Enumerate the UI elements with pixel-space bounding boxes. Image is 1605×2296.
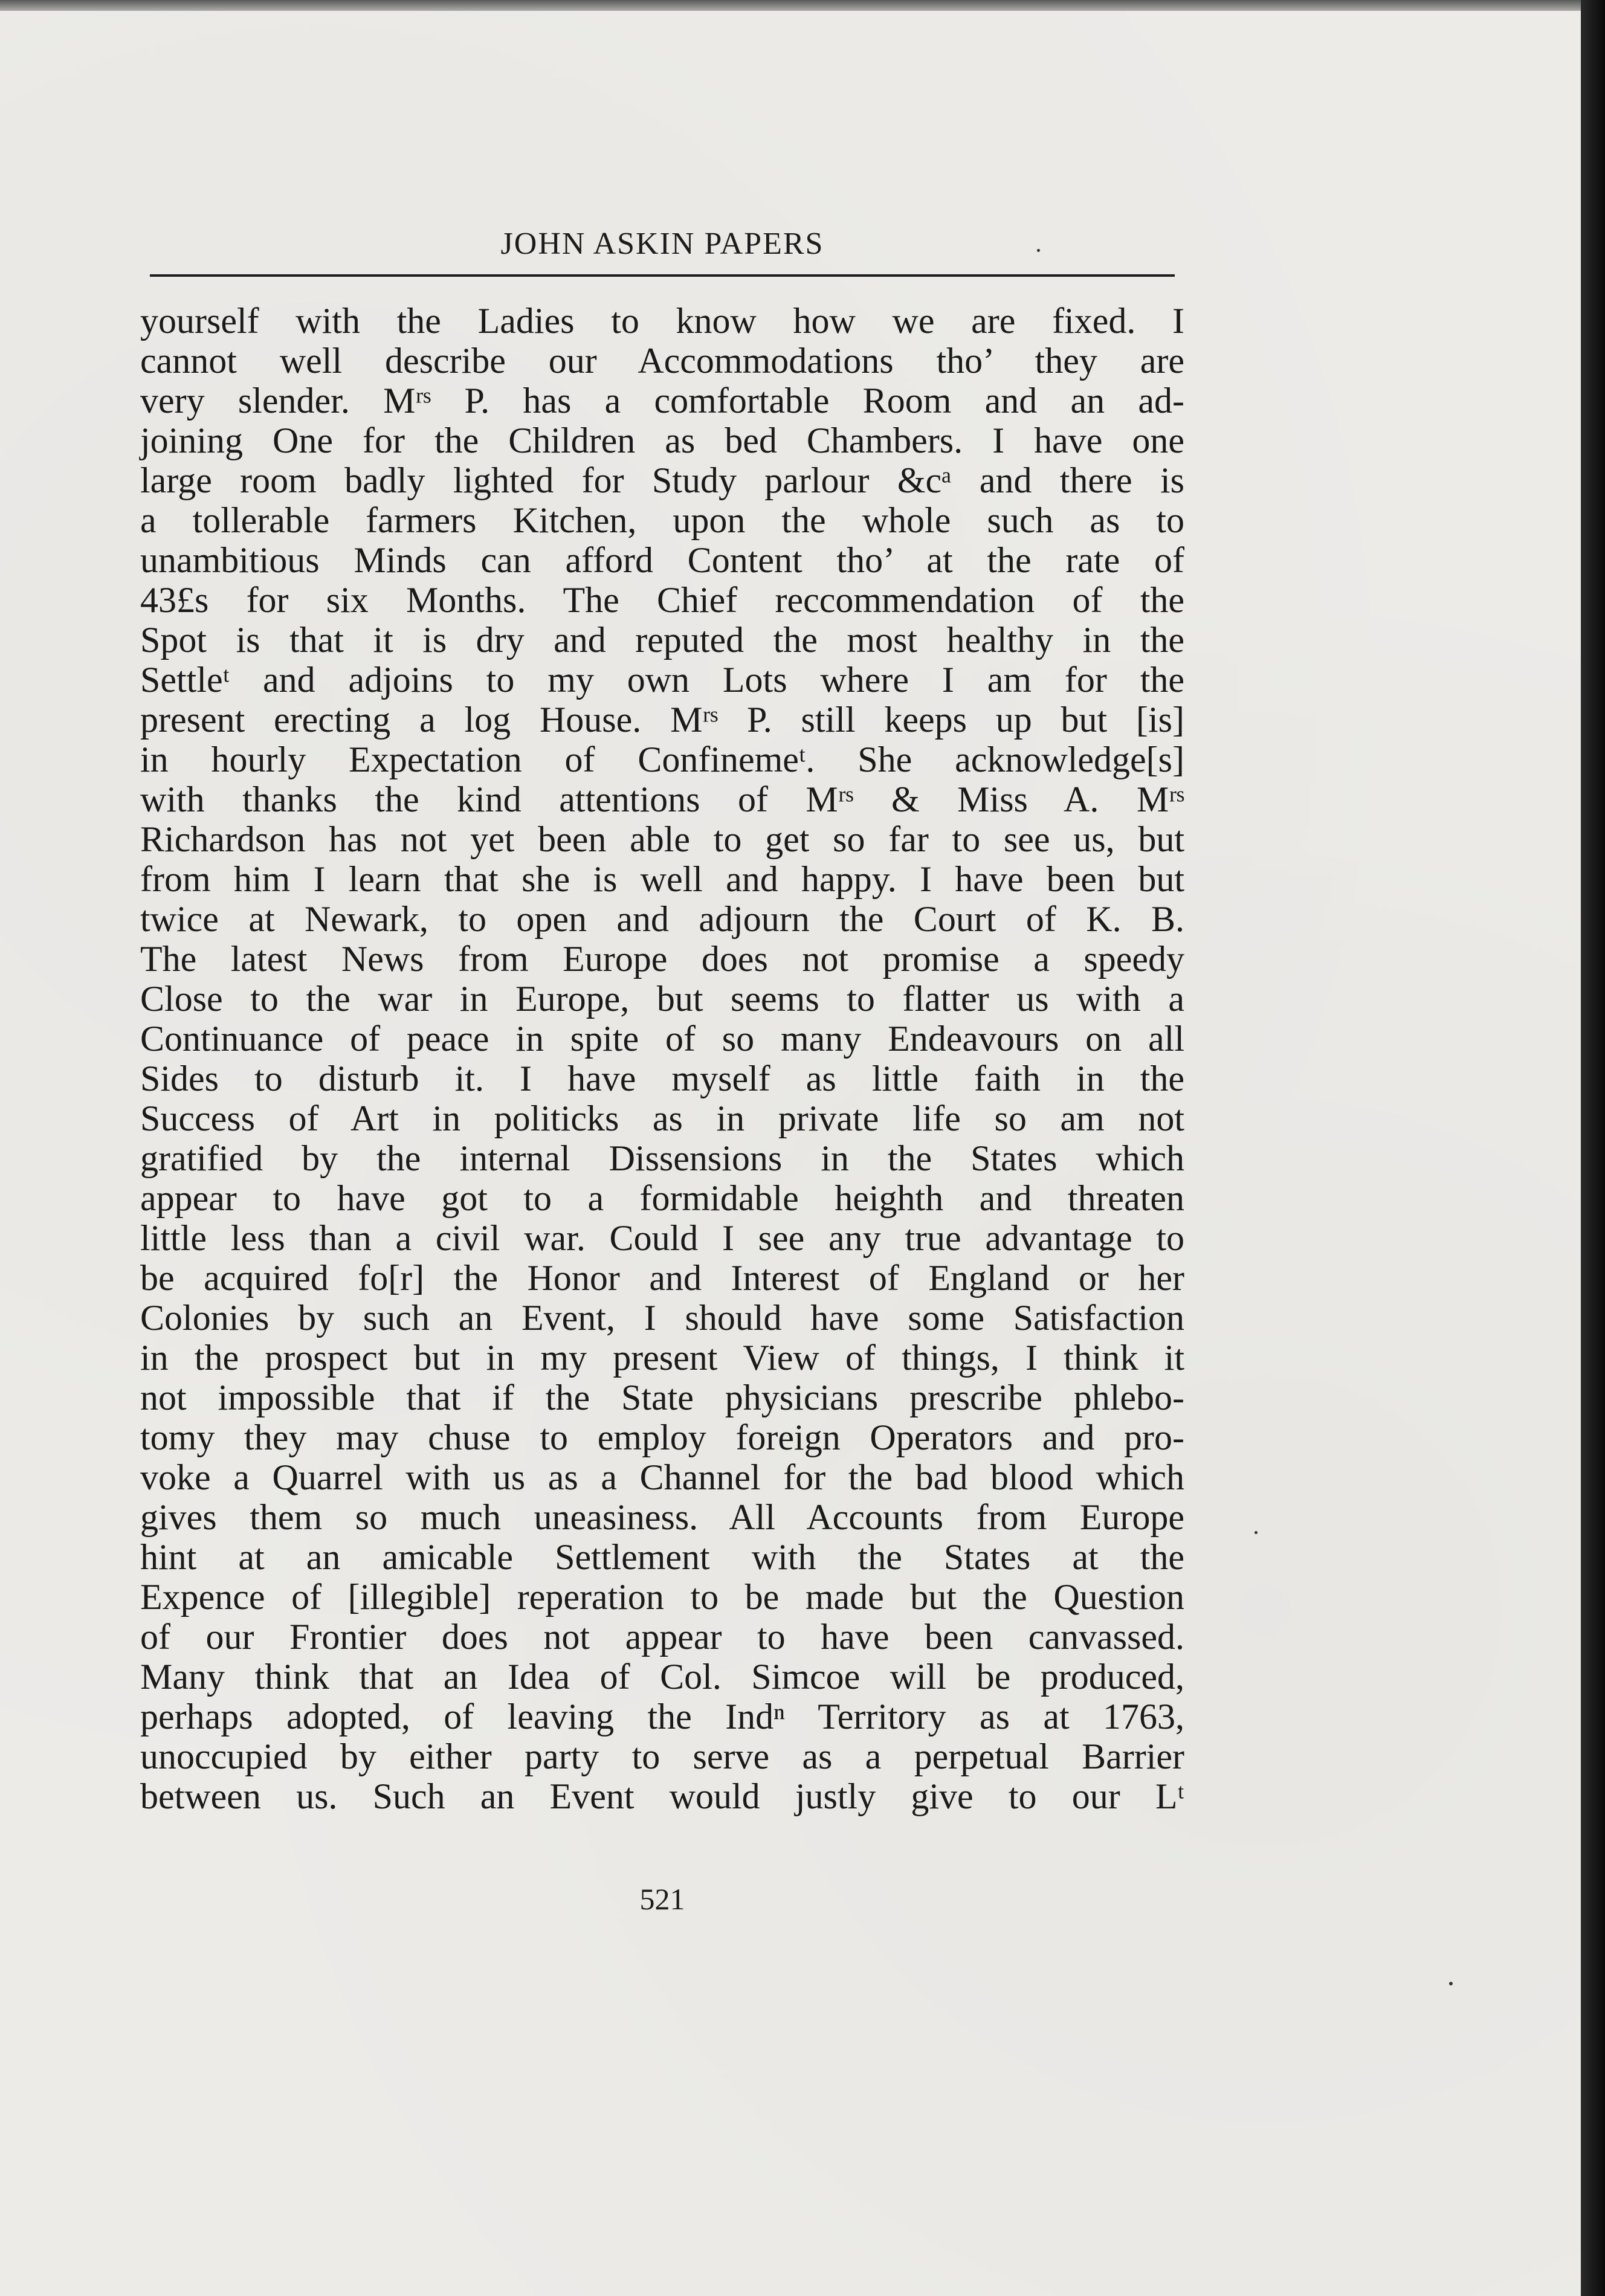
- text-line: Expence of [illegible] reperation to be made but the Question: [140, 1577, 1184, 1617]
- text-line: be acquired fo[r] the Honor and Interest of England or her: [140, 1258, 1184, 1298]
- text-line: Sides to disturb it. I have myself as little faith in the: [140, 1059, 1184, 1098]
- text-line: Colonies by such an Event, I should have some Satisfaction: [140, 1298, 1184, 1338]
- text-line: a tollerable farmers Kitchen, upon the whole such as to: [140, 500, 1184, 540]
- text-line: little less than a civil war. Could I see any true advantage to: [140, 1218, 1184, 1258]
- text-line: cannot well describe our Accommodations tho’ they are: [140, 341, 1184, 381]
- text-line: Spot is that it is dry and reputed the most healthy in the: [140, 620, 1184, 660]
- text-line: gives them so much uneasiness. All Accounts from Europe: [140, 1497, 1184, 1537]
- header-rule: [150, 274, 1175, 277]
- text-line: tomy they may chuse to employ foreign Operators and pro-: [140, 1417, 1184, 1457]
- text-line: hint at an amicable Settlement with the States at the: [140, 1537, 1184, 1577]
- text-line: Close to the war in Europe, but seems to flatter us with a: [140, 979, 1184, 1019]
- text-line: Continuance of peace in spite of so many Endeavours on all: [140, 1019, 1184, 1059]
- text-line: very slender. Mʳˢ P. has a comfortable Room and an ad-: [140, 381, 1184, 421]
- text-line: Many think that an Idea of Col. Simcoe will be produced,: [140, 1657, 1184, 1697]
- text-line: Settleᵗ and adjoins to my own Lots where I am for the: [140, 660, 1184, 700]
- scan-right-edge: [1581, 0, 1605, 2296]
- running-head: JOHN ASKIN PAPERS: [500, 227, 824, 261]
- text-line: appear to have got to a formidable heighth and threaten: [140, 1178, 1184, 1218]
- text-line: 43£s for six Months. The Chief reccommendation of the: [140, 580, 1184, 620]
- text-line: not impossible that if the State physicians prescribe phlebo-: [140, 1378, 1184, 1417]
- text-line: twice at Newark, to open and adjourn the Court of K. B.: [140, 899, 1184, 939]
- text-line: perhaps adopted, of leaving the Indⁿ Territory as at 1763,: [140, 1697, 1184, 1737]
- text-line: The latest News from Europe does not promise a speedy: [140, 939, 1184, 979]
- text-line: in hourly Expectation of Confinemeᵗ. She acknowledge[s]: [140, 740, 1184, 779]
- text-line: large room badly lighted for Study parlour &cᵃ and there is: [140, 460, 1184, 500]
- scan-speck: [1037, 249, 1040, 252]
- text-line: between us. Such an Event would justly give to our Lᵗ: [140, 1776, 1184, 1816]
- text-line: gratified by the internal Dissensions in the States which: [140, 1138, 1184, 1178]
- text-line: of our Frontier does not appear to have been canvassed.: [140, 1617, 1184, 1657]
- scan-speck: [1255, 1531, 1258, 1534]
- text-line: in the prospect but in my present View of things, I think it: [140, 1338, 1184, 1378]
- scan-speck: [1449, 1982, 1453, 1985]
- body-text: [140, 301, 1184, 1816]
- text-line: from him I learn that she is well and happy. I have been but: [140, 859, 1184, 899]
- text-line: unambitious Minds can afford Content tho’ at the rate of: [140, 540, 1184, 580]
- text-line: joining One for the Children as bed Chambers. I have one: [140, 421, 1184, 460]
- text-line: with thanks the kind attentions of Mʳˢ & Miss A. Mʳˢ: [140, 779, 1184, 819]
- text-line: Success of Art in politicks as in private life so am not: [140, 1098, 1184, 1138]
- text-line: unoccupied by either party to serve as a perpetual Barrier: [140, 1737, 1184, 1776]
- text-line: present erecting a log House. Mʳˢ P. still keeps up but [is]: [140, 700, 1184, 740]
- text-line: Richardson has not yet been able to get so far to see us, but: [140, 819, 1184, 859]
- page-number: 521: [639, 1882, 685, 1916]
- text-line: voke a Quarrel with us as a Channel for the bad blood which: [140, 1457, 1184, 1497]
- book-page: [0, 11, 1581, 2296]
- text-line: yourself with the Ladies to know how we are fixed. I: [140, 301, 1184, 341]
